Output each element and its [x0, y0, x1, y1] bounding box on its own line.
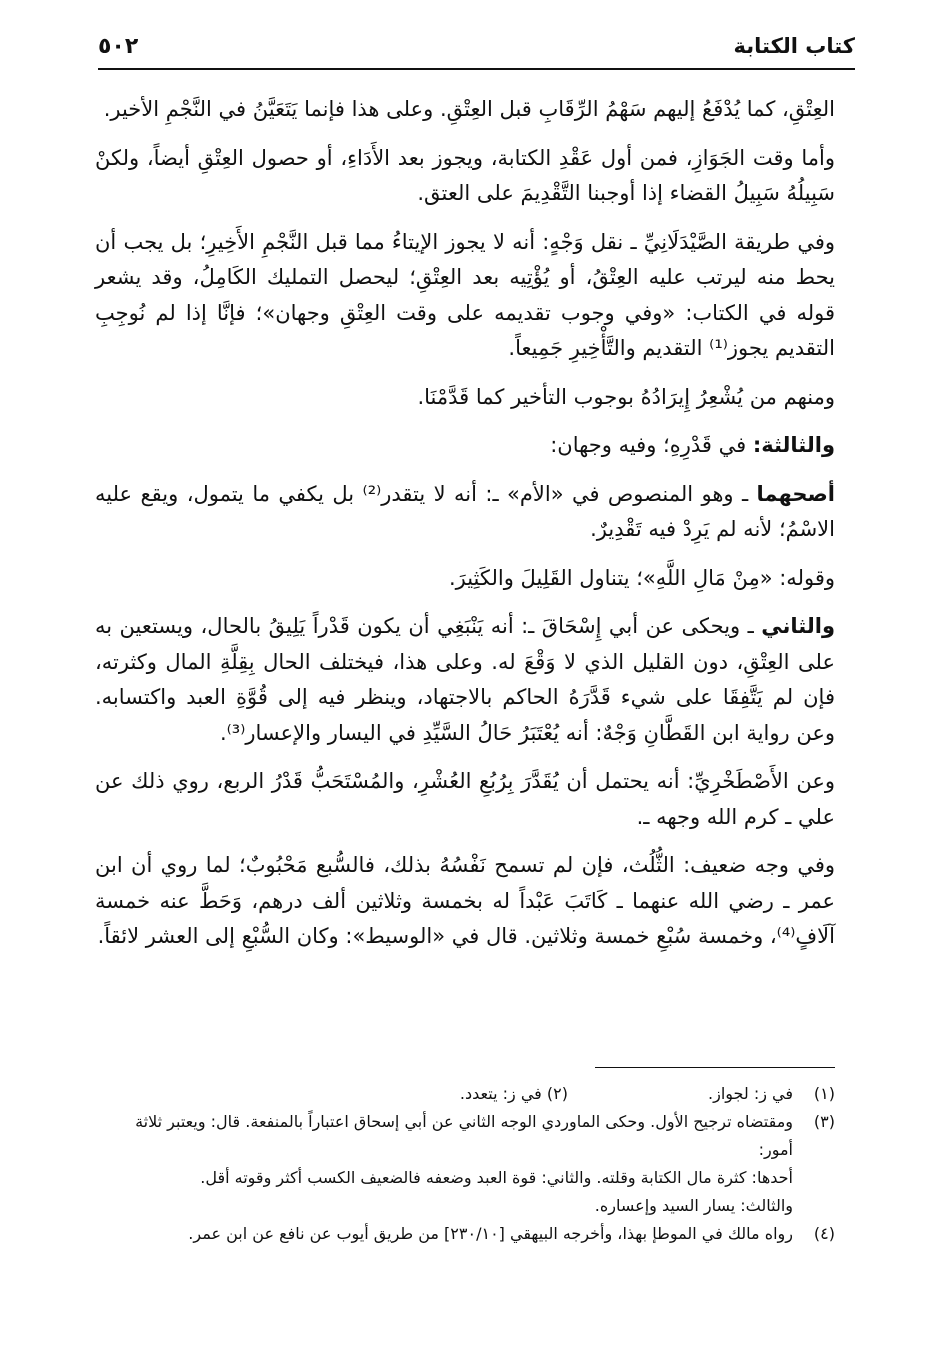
footnotes: [98, 1080, 835, 1248]
footnote-number: (١): [813, 1084, 835, 1103]
footnote-continuation: والثالث: يسار السيد وإعساره.: [594, 1196, 793, 1215]
footnote-continuation: أحدها: كثرة مال الكتابة وقلته. والثاني: قوة العبد وضعفه فالضعيف الكسب أكثر وقوته أقل.: [200, 1168, 793, 1187]
paragraph-text: وفي طريقة الصَّيْدَلَانِيِّ ـ نقل وَجْهٍ: أنه لا يجوز الإيتاءُ مما قبل النَّجْمِ الأَخِيرِ؛ بل يجب أن يحط منه ليرتب عليه العِتْقُ، أو يُؤْتِيه بعد العِتْقِ؛ ليحصل التمليك الكَامِلُ، وقد يشعر قوله في الكتاب: «وفي وجوب تقديمه على وقت العِتْقِ وجهان»؛ فإنَّا إذا لم نُوجِبِ التقديم يجوز⁽¹⁾ التقديم والتَّأْخِيرِ جَمِيعاً.: [95, 229, 835, 360]
footnote-number: (٢): [546, 1084, 568, 1103]
footnote: [98, 1220, 835, 1248]
footnote-divider: [595, 1067, 835, 1068]
page-number: ٥٠٢: [98, 34, 139, 59]
footnote-row: [98, 1080, 835, 1108]
footnote-number: (٣): [813, 1112, 835, 1131]
paragraph-text: العِتْقِ، كما يُدْفَعُ إليهم سَهْمُ الرِّقَابِ قبل العِتْقِ. وعلى هذا فإنما يَتَعَيَّنُ في النَّجْمِ الأخير.: [103, 97, 835, 121]
paragraph-text: ـ ويحكى عن أبي إِسْحَاقَ ـ: أنه يَنْبَغِي أن يكون قَدْراً يَلِيقُ بالحال، ويستعين به على العِتْقِ، دون القليل الذي لا وَقْعَ له. وعلى هذا، فيختلف الحال بِقِلَّةِ المال وكثرته، فإن لم يَتَّفِقَا على شيء قَدَّرَهُ الحاكم بالاجتهاد، وينظر فيه إلى قُوَّةِ العبد واكتسابه. وعن رواية ابن القَطَّانِ وَجْهٌ: أنه يُعْتَبَرُ حَالُ السَّيِّدِ في اليسار والإعسار⁽³⁾.: [95, 614, 835, 745]
paragraph: [95, 477, 835, 548]
footnote: [98, 1108, 835, 1164]
paragraph-text: وقوله: «مِنْ مَالِ اللَّهِ»؛ يتناول القَلِيلَ والكَثِيرَ.: [448, 565, 835, 590]
main-text: [95, 92, 835, 968]
paragraph: [95, 380, 835, 416]
paragraph: [95, 225, 835, 367]
footnote-text: ومقتضاه ترجيح الأول. وحكى الماوردي الوجه الثاني عن أبي إسحاق اعتباراً بالمنفعة. قال: ويعتبر ثلاثة أمور:: [135, 1112, 793, 1159]
paragraph-text: وأما وقت الجَوَازِ، فمن أول عَقْدِ الكتابة، ويجوز بعد الأَدَاءِ، أو حصول العِتْقِ أيضاً، ولكنْ سَبِيلُهُ سَبِيلُ القضاء إذا أوجبنا التَّقْدِيمَ على العتق.: [95, 145, 835, 205]
header-title: كتاب الكتابة: [733, 34, 855, 58]
paragraph: [95, 92, 835, 128]
footnote-number: (٤): [813, 1224, 835, 1243]
paragraph-lead: والثاني: [761, 614, 835, 638]
paragraph: [95, 764, 835, 835]
paragraph-lead: والثالثة:: [752, 433, 835, 457]
footnote-text: رواه مالك في الموطإ بهذا، وأخرجه البيهقي [٢٣٠/١٠] من طريق أيوب عن نافع عن ابن عمر.: [188, 1224, 793, 1243]
footnote: [460, 1080, 568, 1108]
paragraph-text: ومنهم من يُشْعِرُ إِيرَادُهُ بوجوب التأخير كما قَدَّمْنَا.: [417, 384, 835, 409]
running-header: [98, 32, 855, 70]
footnote-text: في ز: يتعدد.: [459, 1084, 542, 1103]
paragraph: [95, 609, 835, 751]
paragraph: [95, 561, 835, 597]
footnote: [708, 1080, 835, 1108]
paragraph: [95, 848, 835, 955]
paragraph-text: وعن الأَصْطَخْرِيِّ: أنه يحتمل أن يُقَدَّرَ بِرُبُعِ العُشْرِ، والمُسْتَحَبُّ قَدْرُ الربع، روي ذلك عن علي ـ كرم الله وجهه ـ.: [95, 769, 835, 829]
paragraph-text: في قَدْرِهِ؛ وفيه وجهان:: [550, 433, 753, 457]
paragraph-text: وفي وجه ضعيف: الثُّلُث، فإن لم تسمح نَفْسُهُ بذلك، فالسُّبع مَحْبُوبٌ؛ لما روي أن ابن عمر ـ رضي الله عنهما ـ كَاتَبَ عَبْداً له بخمسة وثلاثين ألف درهم، وَحَطَّ عنه خمسة آلَافٍ⁽⁴⁾، وخمسة سُبْعِ خمسة وثلاثين. قال في «الوسيط»: وكان السُّبْعِ إلى العشر لائقاً.: [95, 853, 835, 948]
footnote-text: في ز: لجواز.: [708, 1084, 793, 1103]
paragraph-lead: أصحهما: [756, 481, 835, 506]
paragraph: [95, 141, 835, 212]
paragraph-text: ـ وهو المنصوص في «الأم» ـ: أنه لا يتقدر⁽²⁾ بل يكفي ما يتمول، ويقع عليه الاسْمُ؛ لأنه لم يَرِدْ فيه تَقْدِيرٌ.: [95, 481, 835, 541]
paragraph: [95, 428, 835, 464]
